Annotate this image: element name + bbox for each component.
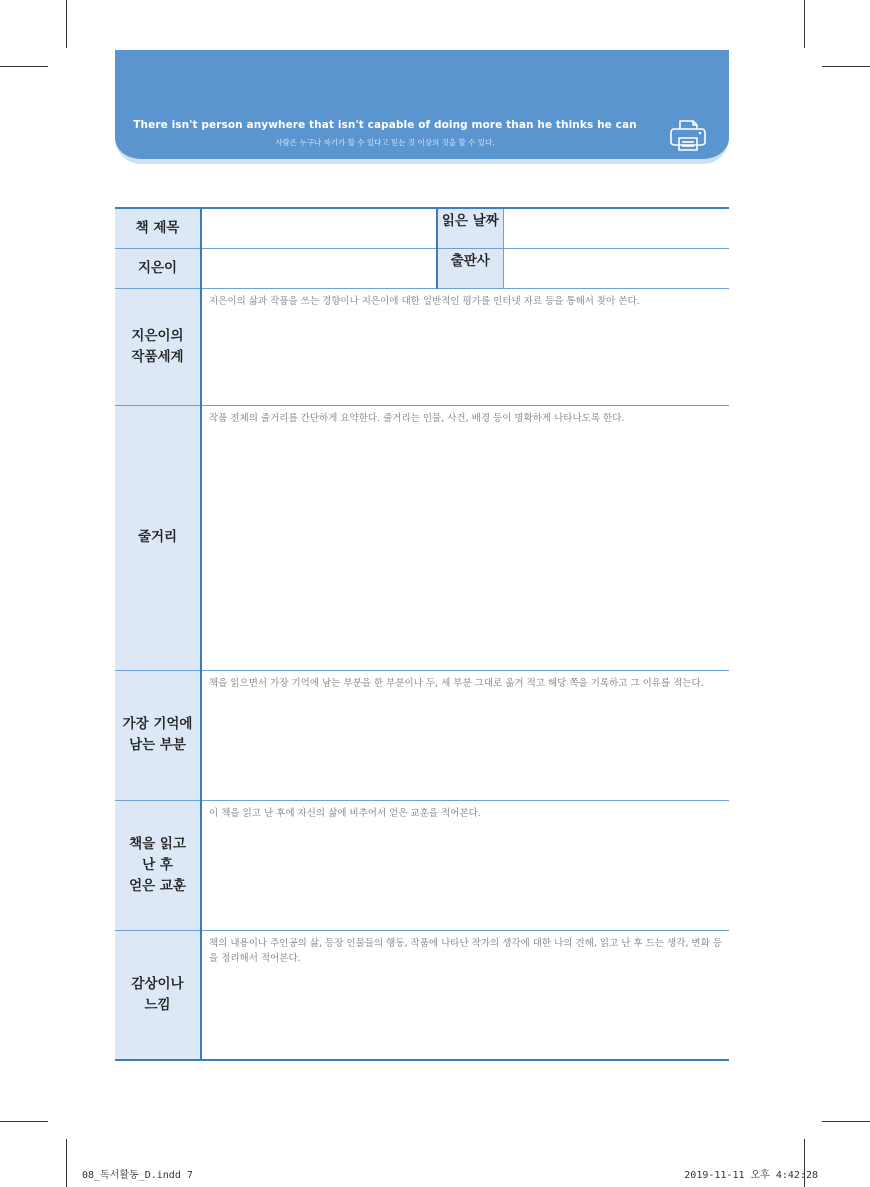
label-line: 책을 읽고 bbox=[129, 835, 186, 852]
crop-mark bbox=[804, 0, 805, 48]
publisher-field[interactable] bbox=[503, 248, 729, 288]
label-line: 남는 부분 bbox=[129, 737, 186, 753]
hint-text: 지은이의 삶과 작품을 쓰는 경향이나 지은이에 대한 일반적인 평가를 인터넷 자료 등을 통해서 찾아 쓴다. bbox=[209, 295, 640, 307]
impression-field[interactable] bbox=[201, 930, 729, 1060]
book-title-field[interactable] bbox=[201, 208, 437, 248]
label-line: 가장 기억에 bbox=[122, 716, 193, 732]
memorable-part-field[interactable] bbox=[201, 670, 729, 800]
impression-label bbox=[115, 930, 201, 1060]
crop-mark bbox=[822, 66, 870, 67]
footer-file-name: 08_독서활동_D.indd 7 bbox=[82, 1170, 193, 1181]
crop-mark bbox=[0, 1121, 48, 1122]
author-world-label bbox=[115, 288, 201, 405]
crop-mark bbox=[66, 1139, 67, 1187]
label-line: 작품세계 bbox=[131, 348, 184, 365]
crop-mark bbox=[66, 0, 67, 48]
memorable-part-label bbox=[115, 670, 201, 800]
hint-text: 이 책을 읽고 난 후에 자신의 삶에 비추어서 얻은 교훈을 적어본다. bbox=[209, 807, 481, 819]
crop-mark bbox=[0, 66, 48, 67]
plot-field[interactable] bbox=[201, 405, 729, 670]
author-label: 지은이 bbox=[115, 248, 201, 288]
book-title-label: 책 제목 bbox=[115, 208, 201, 248]
read-date-label: 읽은 날짜 bbox=[437, 208, 503, 248]
printer-icon bbox=[669, 118, 707, 152]
lesson-label bbox=[115, 800, 201, 930]
hint-text: 책을 읽으면서 가장 기억에 남는 부분을 한 부분이나 두, 세 부분 그대로 옮겨 적고 해당 쪽을 기록하고 그 이유를 적는다. bbox=[209, 677, 704, 689]
hint-text: 작품 전체의 줄거리를 간단하게 요약한다. 줄거리는 인물, 사건, 배경 등이 명확하게 나타나도록 한다. bbox=[209, 412, 625, 424]
label-line: 지은이의 bbox=[131, 327, 184, 344]
crop-mark bbox=[822, 1121, 870, 1122]
author-field[interactable] bbox=[201, 248, 437, 288]
author-world-field[interactable] bbox=[201, 288, 729, 405]
quote-korean: 사람은 누구나 자기가 할 수 있다고 믿는 것 이상의 것을 할 수 있다. bbox=[275, 138, 495, 147]
label-line: 느낌 bbox=[144, 996, 171, 1013]
lesson-field[interactable] bbox=[201, 800, 729, 930]
label-line: 감상이나 bbox=[131, 975, 184, 992]
label-line: 난 후 bbox=[142, 856, 173, 873]
label-line: 줄거리 bbox=[137, 529, 178, 545]
plot-label bbox=[115, 405, 201, 670]
hint-text: 책의 내용이나 주인공의 삶, 등장 인물들의 행동, 작품에 나타난 작가의 생각에 대한 나의 견해, 읽고 난 후 드는 생각, 변화 등을 정리해서 적어본다. bbox=[209, 937, 722, 964]
publisher-label: 출판사 bbox=[437, 248, 503, 288]
label-line: 얻은 교훈 bbox=[129, 877, 186, 894]
quote-english: There isn't person anywhere that isn't capable of doing more than he thinks he can bbox=[133, 119, 637, 131]
reading-log-table bbox=[115, 207, 729, 1061]
footer-timestamp: 2019-11-11 오후 4:42:28 bbox=[684, 1170, 818, 1181]
quote-banner bbox=[115, 50, 729, 164]
read-date-field[interactable] bbox=[503, 208, 729, 248]
